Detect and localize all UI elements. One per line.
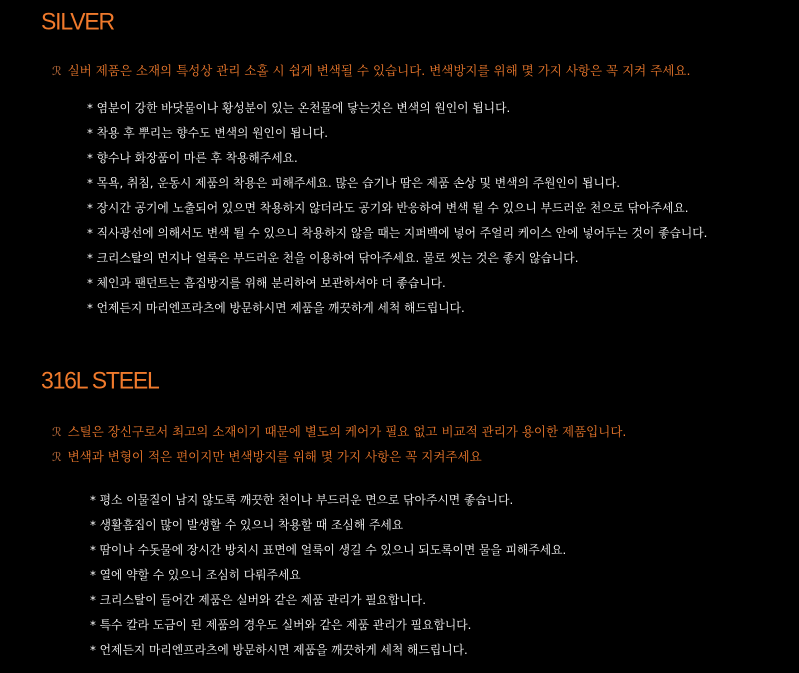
- list-item: * 크리스탈의 먼지나 얼룩은 부드러운 천을 이용하여 닦아주세요. 물로 씻는 것은 좋지 않습니다.: [87, 251, 579, 265]
- steel-intro-line-1: [52, 426, 626, 439]
- list-item: * 염분이 강한 바닷물이나 황성분이 있는 온천물에 닿는것은 변색의 원인이 됩니다.: [87, 101, 511, 115]
- silver-intro: [52, 65, 690, 78]
- list-item: * 평소 이물질이 남지 않도록 깨끗한 천이나 부드러운 면으로 닦아주시면 좋습니다.: [90, 493, 514, 507]
- list-item: * 직사광선에 의해서도 변색 될 수 있으니 착용하지 않을 때는 지퍼백에 넣어 주얼리 케이스 안에 넣어두는 것이 좋습니다.: [87, 226, 708, 240]
- steel-care-list: [90, 488, 566, 663]
- silver-intro-text: 실버 제품은 소재의 특성상 관리 소홀 시 쉽게 변색될 수 있습니다. 변색방지를 위해 몇 가지 사항은 꼭 지켜 주세요.: [67, 63, 691, 78]
- bullet-mark-icon: ℛ: [52, 64, 62, 78]
- list-item: * 체인과 팬던트는 흠집방지를 위해 분리하여 보관하셔야 더 좋습니다.: [87, 276, 446, 290]
- list-item: * 언제든지 마리엔프라츠에 방문하시면 제품을 깨끗하게 세척 해드립니다.: [90, 643, 468, 657]
- silver-care-list: [87, 96, 707, 321]
- list-item: * 크리스탈이 들어간 제품은 실버와 같은 제품 관리가 필요합니다.: [90, 593, 426, 607]
- steel-intro-text: 스틸은 장신구로서 최고의 소재이기 때문에 별도의 케어가 필요 없고 비교적 관리가 용이한 제품입니다.: [67, 424, 627, 439]
- list-item: * 착용 후 뿌리는 향수도 변색의 원인이 됩니다.: [87, 126, 329, 140]
- list-item: * 땀이나 수돗물에 장시간 방치시 표면에 얼룩이 생길 수 있으니 되도록이면 물을 피해주세요.: [90, 543, 567, 557]
- steel-intro-text: 변색과 변형이 적은 편이지만 변색방지를 위해 몇 가지 사항은 꼭 지켜주세요: [67, 449, 482, 464]
- list-item: * 장시간 공기에 노출되어 있으면 착용하지 않더라도 공기와 반응하여 변색 될 수 있으니 부드러운 천으로 닦아주세요.: [87, 201, 689, 215]
- list-item: * 생활흠집이 많이 발생할 수 있으니 착용할 때 조심해 주세요: [90, 518, 404, 532]
- steel-section-title: 316L STEEL: [41, 366, 159, 394]
- list-item: * 향수나 화장품이 마른 후 착용해주세요.: [87, 151, 298, 165]
- list-item: * 열에 약할 수 있으니 조심히 다뤄주세요: [90, 568, 301, 582]
- bullet-mark-icon: ℛ: [52, 450, 62, 464]
- steel-intro-line-2: [52, 451, 482, 464]
- list-item: * 특수 칼라 도금이 된 제품의 경우도 실버와 같은 제품 관리가 필요합니다.: [90, 618, 472, 632]
- silver-section-title: SILVER: [41, 7, 114, 35]
- bullet-mark-icon: ℛ: [52, 425, 62, 439]
- list-item: * 목욕, 취침, 운동시 제품의 착용은 피해주세요. 많은 습기나 땀은 제품 손상 및 변색의 주원인이 됩니다.: [87, 176, 620, 190]
- list-item: * 언제든지 마리엔프라츠에 방문하시면 제품을 깨끗하게 세척 해드립니다.: [87, 301, 465, 315]
